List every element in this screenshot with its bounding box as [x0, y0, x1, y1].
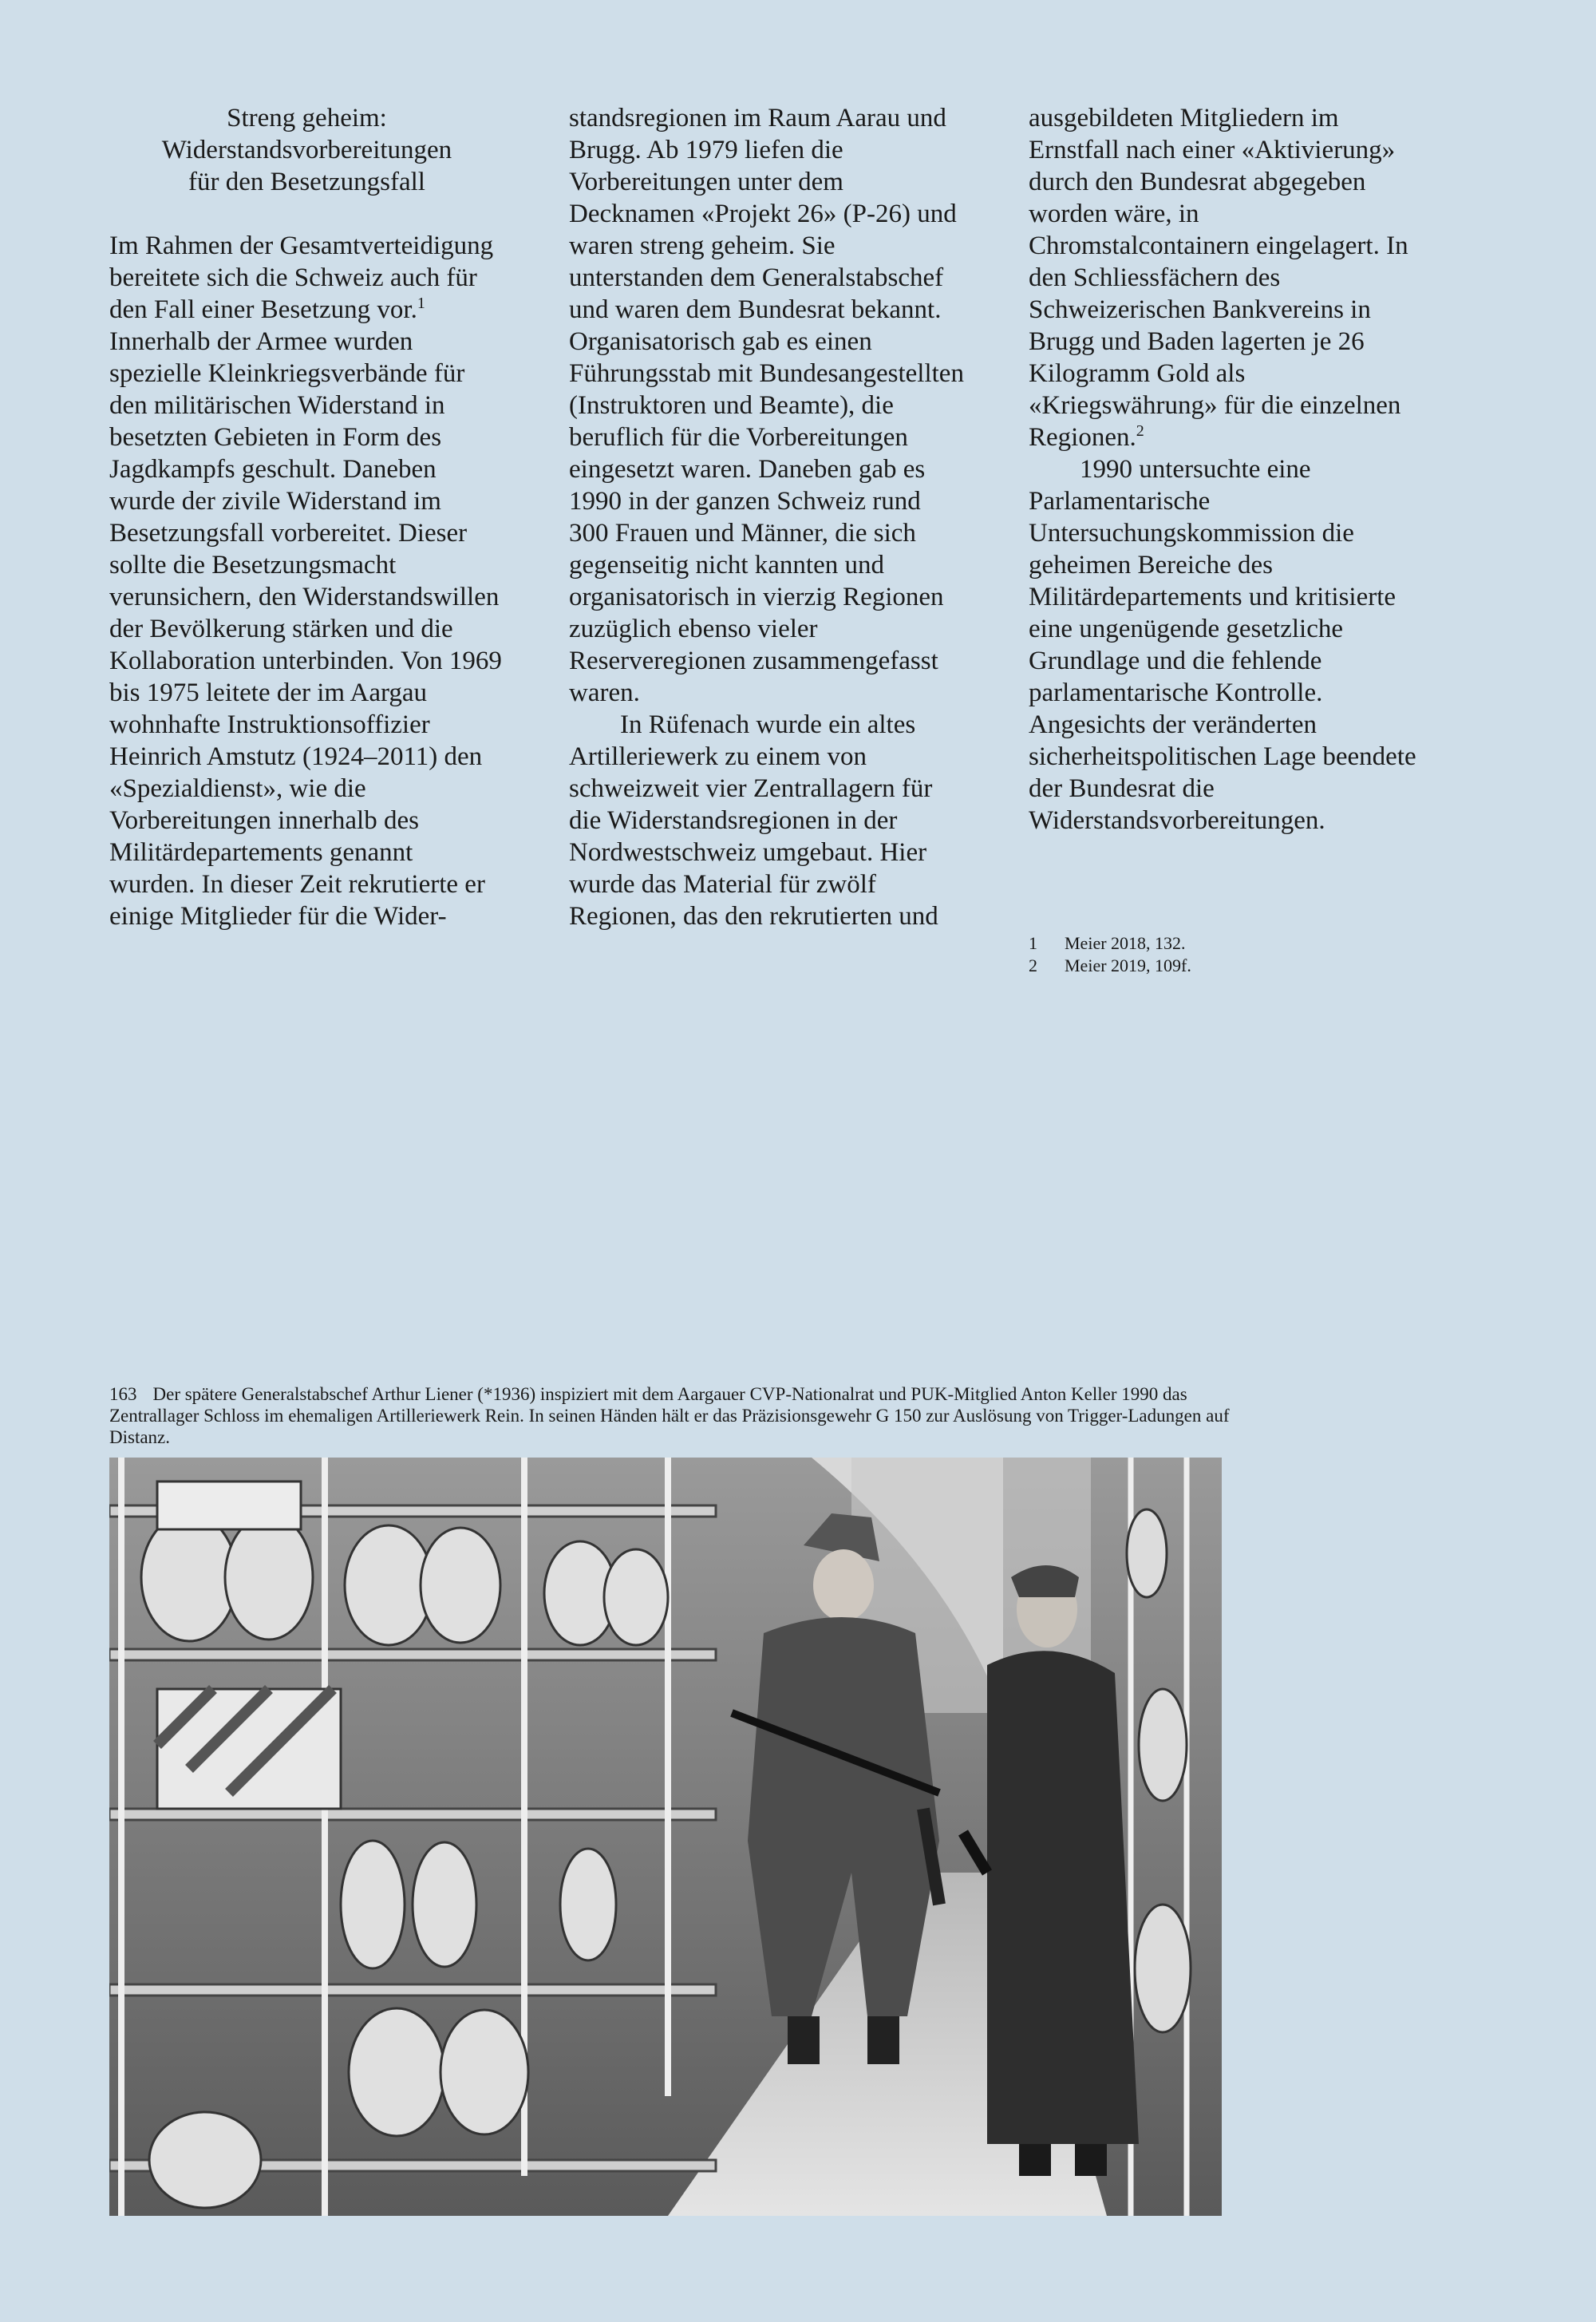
footnotes [1029, 932, 1424, 977]
paragraph: standsregionen im Raum Aarau und Brugg. Ab 1979 liefen die Vorbereitungen unter dem Decknamen «Projekt 26» (P-26) und waren streng geheim. Sie unterstanden dem Generalstabschef und waren dem Bundesrat bekannt. Organisatorisch gab es einen Führungsstab mit Bundesangestellten (Instruktoren und Beamte), die beruflich für die Vorbereitungen eingesetzt waren. Daneben gab es 1990 in der ganzen Schweiz rund 300 Frauen und Männer, die sich gegenseitig nicht kannten und organisatorisch in vierzig Regionen zuzüglich ebenso vieler Reserveregionen zusammengefasst waren. [569, 104, 964, 707]
footnote: 2 Meier 2019, 109f. [1029, 955, 1191, 975]
section-heading: Streng geheim: Widerstandsvorbereitungen für den Besetzungsfall [161, 104, 452, 196]
text-column-1 [109, 102, 504, 932]
paragraph: Im Rahmen der Gesamtverteidigung bereitete sich die Schweiz auch für den Fall einer Besetzung vor.$^1$ Innerhalb der Armee wurden spezielle Kleinkriegsverbände für den militärischen Widerstand in besetzten Gebieten in Form des Jagdkampfs geschult. Daneben wurde der zivile Widerstand im Besetzungsfall vorbereitet. Dieser sollte die Besetzungsmacht verunsichern, den Widerstandswillen der Bevölkerung stärken und die Kollaboration unterbinden. Von 1969 bis 1975 leitete der im Aargau wohnhafte Instruktionsoffizier Heinrich Amstutz (1924–2011) den «Spezialdienst», wie die Vorbereitungen innerhalb des Militärdepartements genannt wurden. In dieser Zeit rekrutierte er einige Mitglieder für die Wider- [109, 231, 502, 931]
paragraph: ausgebildeten Mitgliedern im Ernstfall nach einer «Aktivierung» durch den Bundesrat abgegeben worden wäre, in Chromstalcontainern eingelagert. In den Schliessfächern des Schweizerischen Bankvereins in Brugg und Baden lagerten je 26 Kilogramm Gold als «Kriegswährung» für die einzelnen Regionen.$^2$ [1029, 104, 1408, 452]
photo-illustration [109, 1458, 1222, 2216]
figure-number: 163 [109, 1384, 137, 1404]
text-column-3 [1029, 102, 1424, 977]
footnote-ref-2[interactable]: 2 [1136, 422, 1144, 440]
archive-photo [109, 1458, 1222, 2216]
text-column-2 [569, 102, 964, 932]
figure-caption [109, 1383, 1242, 1448]
footnote-ref-1[interactable]: 1 [417, 295, 425, 312]
paragraph: In Rüfenach wurde ein altes Artilleriewerk zu einem von schweizweit vier Zentrallagern für die Widerstandsregionen in der Nordwestschweiz umgebaut. Hier wurde das Material für zwölf Regionen, das den rekrutierten und [569, 710, 938, 931]
paragraph: 1990 untersuchte eine Parlamentarische Untersuchungskommission die geheimen Bereiche des Militärdepartements und kritisierte eine ungenügende gesetzliche Grundlage und die fehlende parlamentarische Kontrolle. Angesichts der veränderten sicherheitspolitischen Lage beendete der Bundesrat die Widerstandsvorbereitungen. [1029, 455, 1416, 835]
caption-text: Der spätere Generalstabschef Arthur Liener (*1936) inspiziert mit dem Aargauer CVP-Nationalrat und PUK-Mitglied Anton Keller 1990 das Zentrallager Schloss im ehemaligen Artilleriewerk Rein. In seinen Händen hält er das Präzisionsgewehr G 150 zur Auslösung von Trigger-Ladungen auf Distanz. [109, 1384, 1230, 1447]
footnote: 1 Meier 2018, 132. [1029, 933, 1186, 953]
